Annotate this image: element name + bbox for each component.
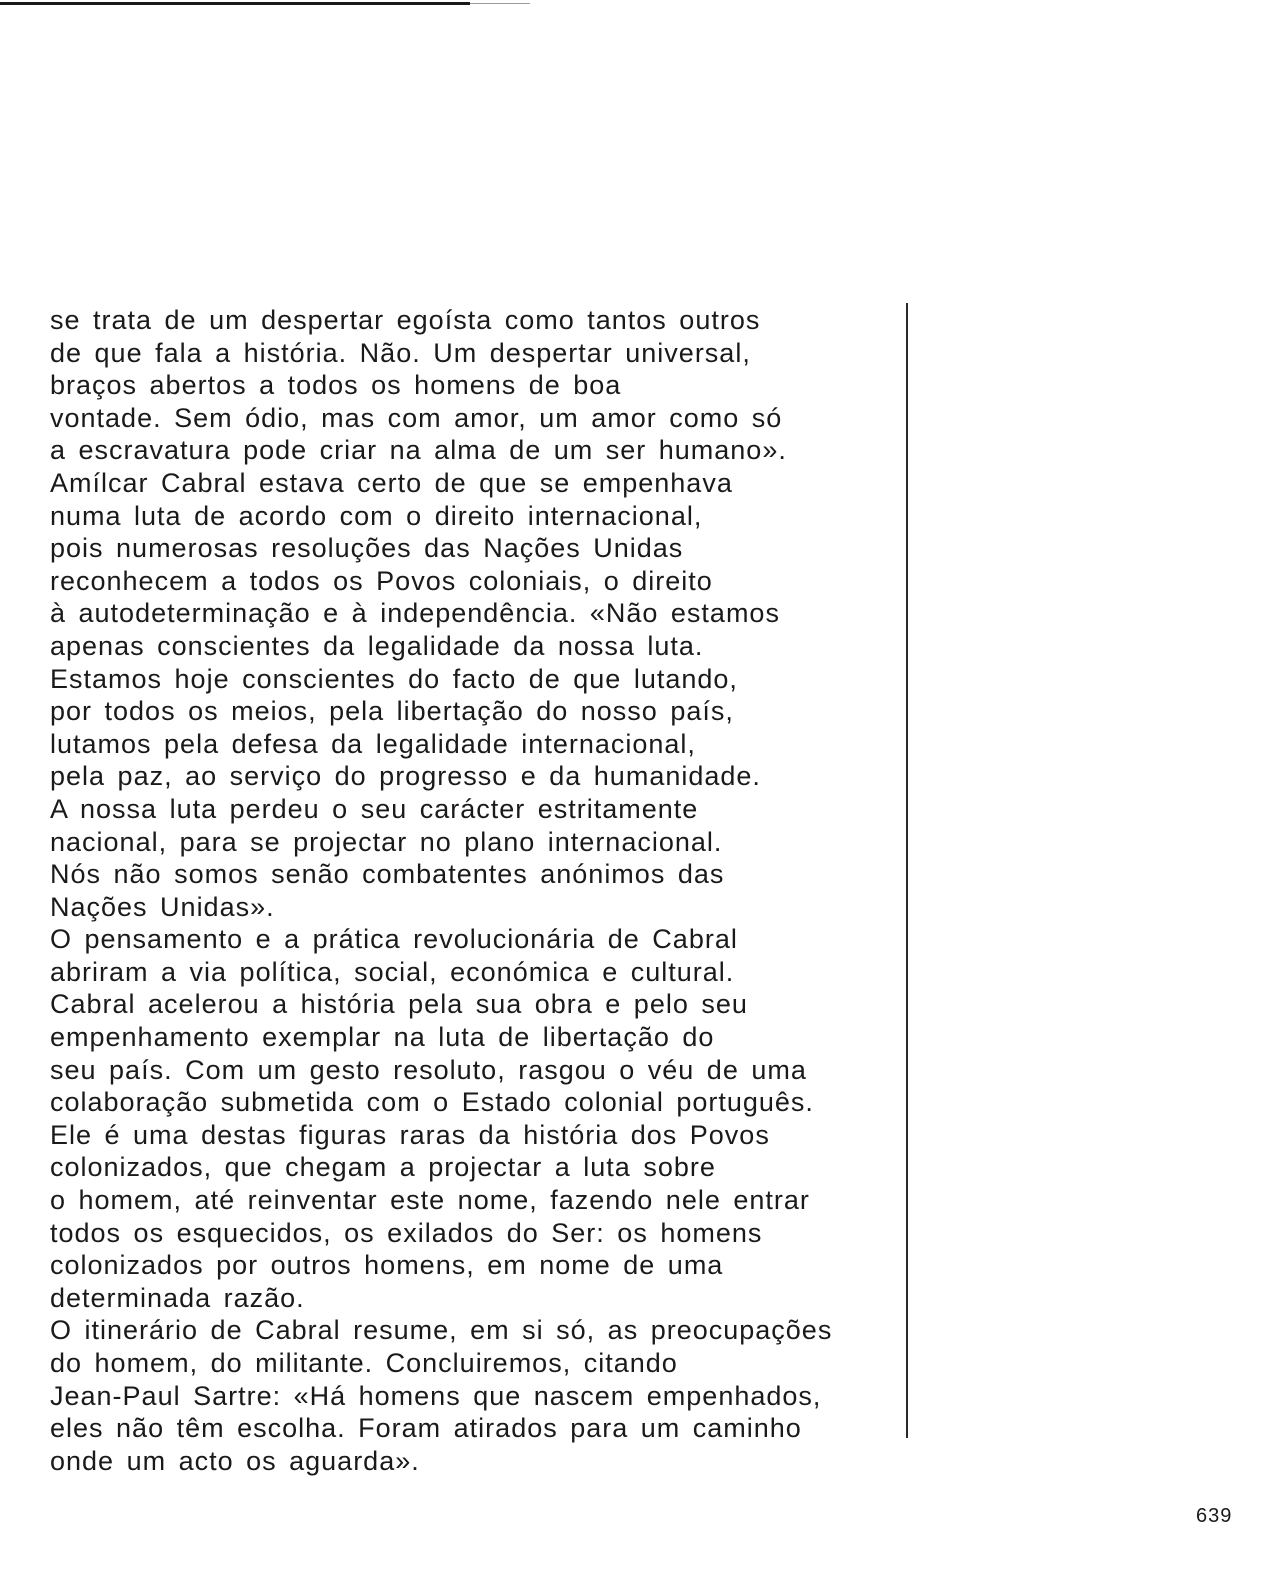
text-line: do homem, do militante. Concluiremos, citando	[50, 1348, 678, 1378]
text-line: se trata de um despertar egoísta como tantos outros	[50, 305, 761, 335]
text-line: abriram a via política, social, económica e cultural.	[50, 956, 735, 987]
text-line: onde um acto os aguarda».	[50, 1445, 420, 1476]
text-line: Nações Unidas».	[50, 891, 275, 922]
text-line: Ele é uma destas figuras raras da história dos Povos	[50, 1119, 770, 1150]
text-line: por todos os meios, pela libertação do nosso país,	[50, 696, 734, 727]
text-line: empenhamento exemplar na luta de libertação do	[50, 1022, 715, 1053]
text-line: lutamos pela defesa da legalidade internacional,	[50, 728, 696, 759]
text-line: eles não têm escolha. Foram atirados para um caminho	[50, 1413, 802, 1444]
text-line: apenas conscientes da legalidade da nossa luta.	[50, 630, 704, 661]
text-line: colonizados, que chegam a projectar a luta sobre	[50, 1152, 716, 1183]
text-line: Estamos hoje conscientes do facto de que lutando,	[50, 663, 738, 694]
text-line: Nós não somos senão combatentes anónimos das	[50, 859, 725, 890]
text-line: vontade. Sem ódio, mas com amor, um amor como só	[50, 402, 783, 433]
text-line: seu país. Com um gesto resoluto, rasgou o véu de uma	[50, 1054, 807, 1085]
text-line: colonizados por outros homens, em nome de uma	[50, 1250, 724, 1281]
page-number: 639	[1196, 1505, 1233, 1527]
top-rule	[0, 2, 470, 5]
text-line: reconhecem a todos os Povos coloniais, o direito	[50, 565, 713, 596]
text-line: determinada razão.	[50, 1282, 305, 1313]
text-line: pois numerosas resoluções das Nações Unidas	[50, 533, 684, 564]
text-line: Amílcar Cabral estava certo de que se empenhava	[50, 467, 733, 498]
text-line: O pensamento e a prática revolucionária de Cabral	[50, 924, 738, 955]
text-line: à autodeterminação e à independência. «Não estamos	[50, 598, 780, 629]
text-line: Jean-Paul Sartre: «Há homens que nascem empenhados,	[50, 1380, 822, 1411]
text-line: o homem, até reinventar este nome, fazendo nele entrar	[50, 1185, 810, 1216]
text-line: numa luta de acordo com o direito internacional,	[50, 500, 703, 531]
text-line: nacional, para se projectar no plano internacional.	[50, 826, 723, 857]
text-line: a escravatura pode criar na alma de um ser humano».	[50, 435, 787, 466]
body-text	[50, 304, 900, 1477]
text-line: Cabral acelerou a história pela sua obra e pelo seu	[50, 989, 748, 1020]
text-line: colaboração submetida com o Estado colonial português.	[50, 1087, 814, 1118]
text-line: todos os esquecidos, os exilados do Ser: os homens	[50, 1217, 763, 1248]
text-line: pela paz, ao serviço do progresso e da humanidade.	[50, 761, 761, 792]
margin-rule	[906, 303, 908, 1438]
top-rule-faint	[470, 3, 530, 4]
text-line: de que fala a história. Não. Um despertar universal,	[50, 337, 751, 368]
text-line: O itinerário de Cabral resume, em si só, as preocupações	[50, 1315, 833, 1346]
text-line: braços abertos a todos os homens de boa	[50, 370, 622, 401]
text-line: A nossa luta perdeu o seu carácter estritamente	[50, 793, 699, 824]
